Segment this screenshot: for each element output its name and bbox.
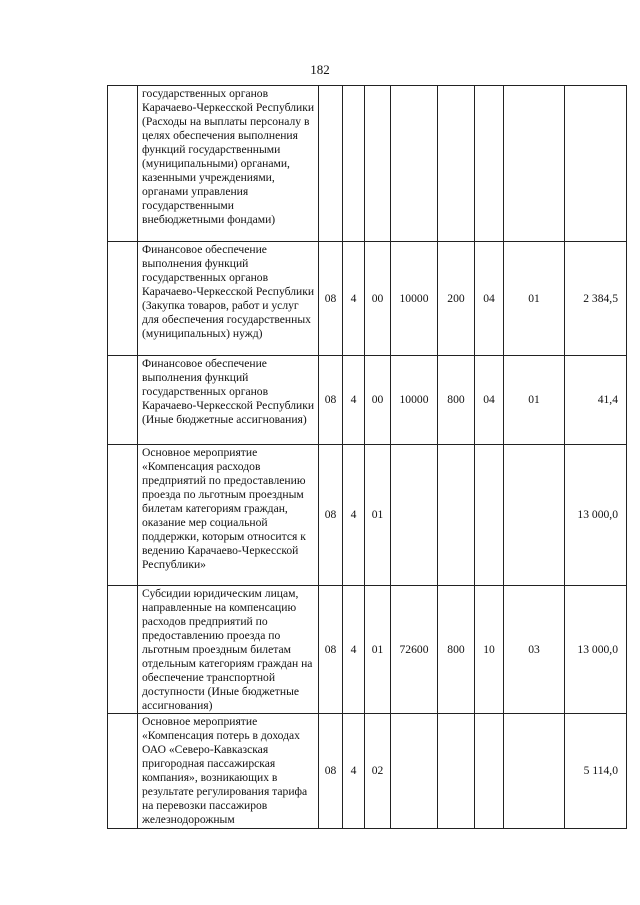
code-cell xyxy=(438,714,475,829)
amount-cell: 2 384,5 xyxy=(565,242,627,356)
code-cell: 08 xyxy=(319,714,343,829)
code-cell: 4 xyxy=(343,242,365,356)
page-number: 182 xyxy=(310,62,330,77)
code-cell: 00 xyxy=(365,356,391,445)
amount-cell: 13 000,0 xyxy=(565,445,627,586)
code-cell: 10000 xyxy=(391,242,438,356)
code-cell: 08 xyxy=(319,356,343,445)
table-row xyxy=(108,242,627,356)
code-cell: 4 xyxy=(343,714,365,829)
code-cell: 08 xyxy=(319,586,343,714)
amount-cell: 13 000,0 xyxy=(565,586,627,714)
table-row xyxy=(108,445,627,586)
code-cell: 10000 xyxy=(391,356,438,445)
code-cell: 00 xyxy=(365,242,391,356)
table-row xyxy=(108,714,627,829)
table-row xyxy=(108,586,627,714)
name-cell: Субсидии юридическим лицам, направленные на компенсацию расходов предприятий по предоставлению проезда по льготным проездным билетам отдельным категориям граждан на обеспечение транспортной доступности (Иные бюджетные ассигнования) xyxy=(138,586,319,714)
amount-cell: 5 114,0 xyxy=(565,714,627,829)
code-cell: 01 xyxy=(365,445,391,586)
amount-cell xyxy=(565,86,627,242)
code-cell xyxy=(343,86,365,242)
code-cell xyxy=(391,445,438,586)
code-cell: 01 xyxy=(504,242,565,356)
table-row xyxy=(108,356,627,445)
table-row xyxy=(108,86,627,242)
code-cell xyxy=(475,714,504,829)
blank-cell xyxy=(108,86,138,242)
blank-cell xyxy=(108,586,138,714)
name-cell: Основное мероприятие «Компенсация потерь в доходах ОАО «Северо-Кавказская пригородная пассажирская компания», возникающих в результате регулирования тарифа на перевозки пассажиров железнодорожным xyxy=(138,714,319,829)
code-cell xyxy=(504,445,565,586)
code-cell xyxy=(365,86,391,242)
blank-cell xyxy=(108,356,138,445)
code-cell: 08 xyxy=(319,445,343,586)
code-cell: 04 xyxy=(475,356,504,445)
code-cell xyxy=(391,86,438,242)
code-cell xyxy=(319,86,343,242)
code-cell xyxy=(504,86,565,242)
code-cell: 800 xyxy=(438,356,475,445)
code-cell: 4 xyxy=(343,356,365,445)
amount-cell: 41,4 xyxy=(565,356,627,445)
blank-cell xyxy=(108,445,138,586)
name-cell: Финансовое обеспечение выполнения функций государственных органов Карачаево-Черкесской Республики (Закупка товаров, работ и услуг для обеспечения государственных (муниципальных) нужд) xyxy=(138,242,319,356)
code-cell xyxy=(475,445,504,586)
code-cell xyxy=(438,86,475,242)
blank-cell xyxy=(108,714,138,829)
code-cell: 200 xyxy=(438,242,475,356)
blank-cell xyxy=(108,242,138,356)
code-cell: 02 xyxy=(365,714,391,829)
code-cell: 04 xyxy=(475,242,504,356)
code-cell: 03 xyxy=(504,586,565,714)
code-cell: 4 xyxy=(343,445,365,586)
code-cell: 01 xyxy=(504,356,565,445)
name-cell: Финансовое обеспечение выполнения функций государственных органов Карачаево-Черкесской Республики (Иные бюджетные ассигнования) xyxy=(138,356,319,445)
code-cell xyxy=(504,714,565,829)
code-cell xyxy=(475,86,504,242)
code-cell xyxy=(391,714,438,829)
name-cell: Основное мероприятие «Компенсация расходов предприятий по предоставлению проезда по льготным проездным билетам категориям граждан, оказание мер социальной поддержки, которым относится к ведению Карачаево-Черкесской Республики» xyxy=(138,445,319,586)
code-cell: 01 xyxy=(365,586,391,714)
code-cell xyxy=(438,445,475,586)
name-cell: государственных органов Карачаево-Черкесской Республики (Расходы на выплаты персоналу в целях обеспечения выполнения функций государственными (муниципальными) органами, казенными учреждениями, органами управления государственными внебюджетными фондами) xyxy=(138,86,319,242)
code-cell: 10 xyxy=(475,586,504,714)
code-cell: 72600 xyxy=(391,586,438,714)
code-cell: 4 xyxy=(343,586,365,714)
code-cell: 800 xyxy=(438,586,475,714)
code-cell: 08 xyxy=(319,242,343,356)
budget-table xyxy=(107,85,627,829)
